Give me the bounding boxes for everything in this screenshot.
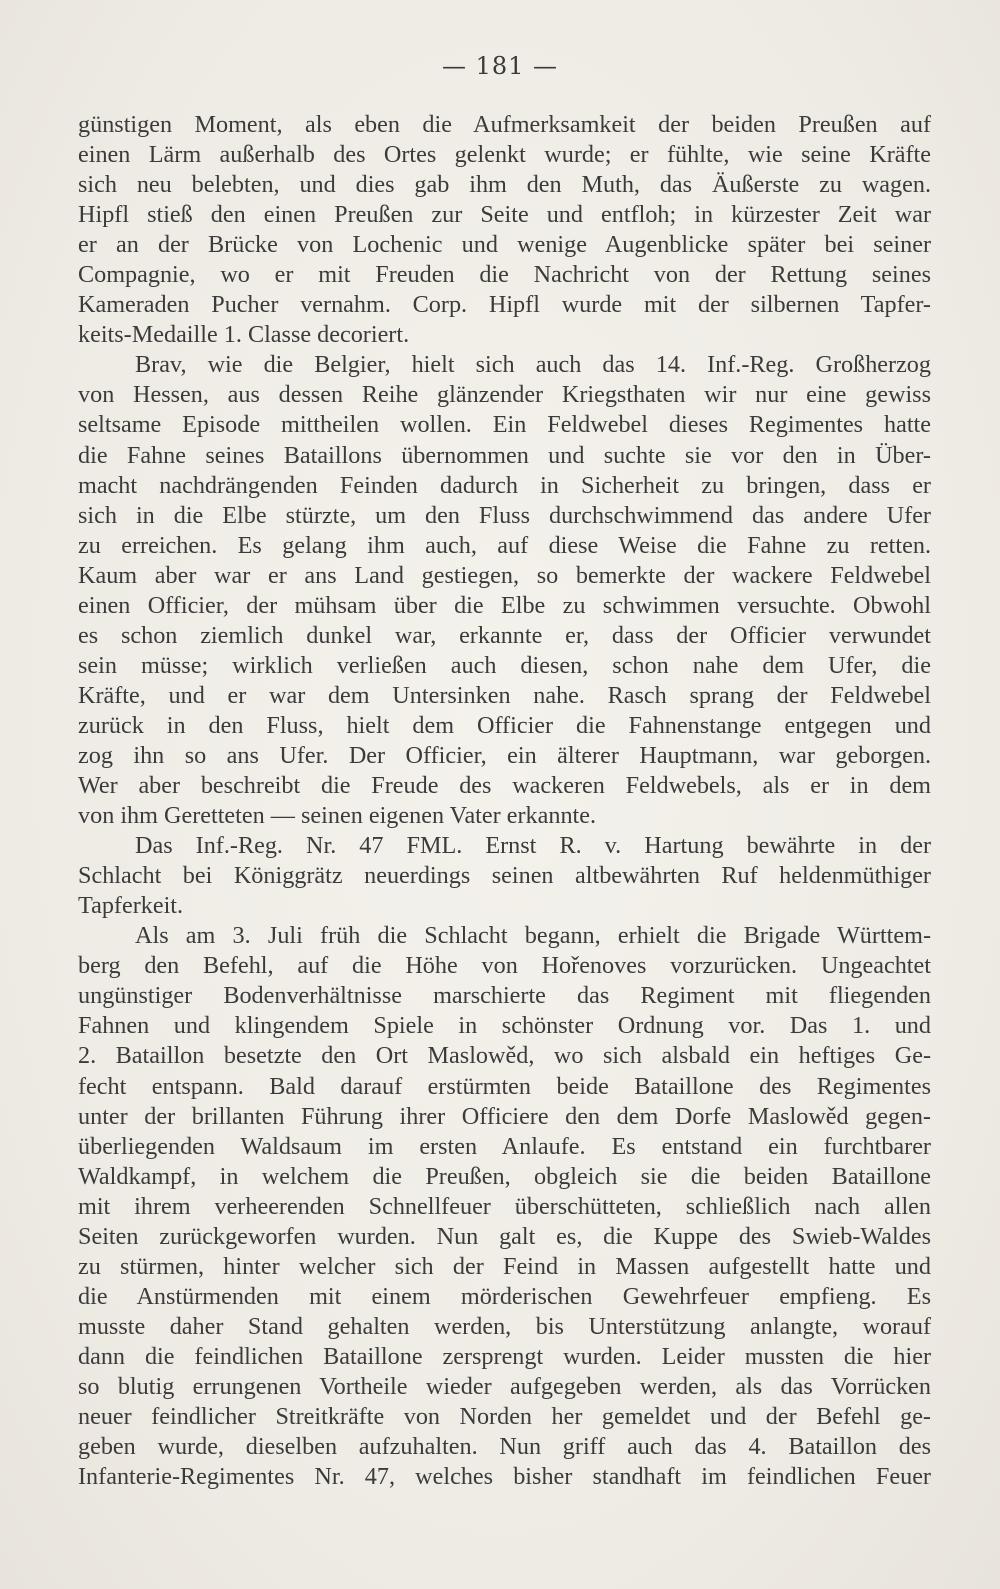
text-line: dann die feindlichen Bataillone zersprengt wurden. Leider mussten die hier [78,1342,931,1370]
text-line: seltsame Episode mittheilen wollen. Ein Feldwebel dieses Regimentes hatte [78,411,931,439]
text-line: Hipfl stieß den einen Preußen zur Seite und entfloh; in kürzester Zeit war [78,201,931,229]
text-line: überliegenden Waldsaum im ersten Anlaufe. Es entstand ein furchtbarer [78,1132,931,1160]
text-line: mit ihrem verheerenden Schnellfeuer überschütteten, schließlich nach allen [78,1192,931,1220]
text-line: Tapferkeit. [78,892,184,920]
text-line: Kaum aber war er ans Land gestiegen, so bemerkte der wackere Feldwebel [78,561,931,589]
text-line: zurück in den Fluss, hielt dem Officier die Fahnenstange entgegen und [78,711,931,739]
text-line: es schon ziemlich dunkel war, erkannte er, dass der Officier verwundet [78,621,931,649]
text-line: die Fahne seines Bataillons übernommen und suchte sie vor den in Über- [78,441,931,469]
text-line: Infanterie-Regimentes Nr. 47, welches bisher standhaft im feindlichen Feuer [78,1463,931,1491]
text-line: so blutig errungenen Vortheile wieder aufgegeben werden, als das Vorrücken [78,1372,931,1400]
text-line: zu erreichen. Es gelang ihm auch, auf diese Weise die Fahne zu retten. [78,531,931,559]
text-line: Compagnie, wo er mit Freuden die Nachricht von der Rettung seines [78,261,931,289]
text-line: Waldkampf, in welchem die Preußen, obgleich sie die beiden Bataillone [78,1162,931,1190]
text-line: Kameraden Pucher vernahm. Corp. Hipfl wurde mit der silbernen Tapfer- [78,291,931,319]
text-line: geben wurde, dieselben aufzuhalten. Nun griff auch das 4. Bataillon des [78,1433,931,1461]
text-line: einen Lärm außerhalb des Ortes gelenkt wurde; er fühlte, wie seine Kräfte [78,141,931,169]
body-text [78,110,931,1492]
text-line: Kräfte, und er war dem Untersinken nahe. Rasch sprang der Feldwebel [78,681,931,709]
text-line: fecht entspann. Bald darauf erstürmten beide Bataillone des Regimentes [78,1072,931,1100]
text-line: er an der Brücke von Lochenic und wenige Augenblicke später bei seiner [78,231,931,259]
text-line: Schlacht bei Königgrätz neuerdings seinen altbewährten Ruf heldenmüthiger [78,862,931,890]
text-line: von ihm Geretteten — seinen eigenen Vater erkannte. [78,802,597,830]
text-line: 2. Bataillon besetzte den Ort Maslowěd, wo sich alsbald ein heftiges Ge- [78,1042,931,1070]
text-line: Das Inf.-Reg. Nr. 47 FML. Ernst R. v. Hartung bewährte in der [135,832,931,860]
text-line: ungünstiger Bodenverhältnisse marschierte das Regiment mit fliegenden [78,982,931,1010]
text-line: günstigen Moment, als eben die Aufmerksamkeit der beiden Preußen auf [78,111,931,138]
text-line: neuer feindlicher Streitkräfte von Norden her gemeldet und der Befehl ge- [78,1403,931,1431]
text-line: Fahnen und klingendem Spiele in schönster Ordnung vor. Das 1. und [78,1012,931,1040]
text-line: Wer aber beschreibt die Freude des wackeren Feldwebels, als er in dem [78,772,931,800]
text-line: von Hessen, aus dessen Reihe glänzender Kriegsthaten wir nur eine gewiss [78,381,931,409]
text-line: die Anstürmenden mit einem mörderischen Gewehrfeuer empfieng. Es [78,1282,931,1310]
text-line: sein müsse; wirklich verließen auch diesen, schon nahe dem Ufer, die [78,651,931,679]
text-line: sich in die Elbe stürzte, um den Fluss durchschwimmend das andere Ufer [78,501,931,529]
text-line: berg den Befehl, auf die Höhe von Hořenoves vorzurücken. Ungeachtet [78,952,931,980]
text-line: zog ihn so ans Ufer. Der Officier, ein älterer Hauptmann, war geborgen. [78,741,931,769]
text-line: Brav, wie die Belgier, hielt sich auch das 14. Inf.-Reg. Großherzog [135,351,931,379]
text-line: zu stürmen, hinter welcher sich der Feind in Massen aufgestellt hatte und [78,1252,931,1280]
text-line: Als am 3. Juli früh die Schlacht begann, erhielt die Brigade Württem- [135,922,931,950]
text-line: macht nachdrängenden Feinden dadurch in Sicherheit zu bringen, dass er [78,471,931,499]
text-line: keits-Medaille 1. Classe decoriert. [78,321,410,349]
page-number: — 181 — [441,52,559,80]
text-line: musste daher Stand gehalten werden, bis Unterstützung anlangte, worauf [78,1312,931,1340]
text-line: einen Officier, der mühsam über die Elbe zu schwimmen versuchte. Obwohl [78,591,931,619]
text-line: sich neu belebten, und dies gab ihm den Muth, das Äußerste zu wagen. [78,171,931,199]
text-line: unter der brillanten Führung ihrer Officiere den dem Dorfe Maslowěd gegen- [78,1102,931,1130]
text-line: Seiten zurückgeworfen wurden. Nun galt es, die Kuppe des Swieb-Waldes [78,1222,931,1250]
